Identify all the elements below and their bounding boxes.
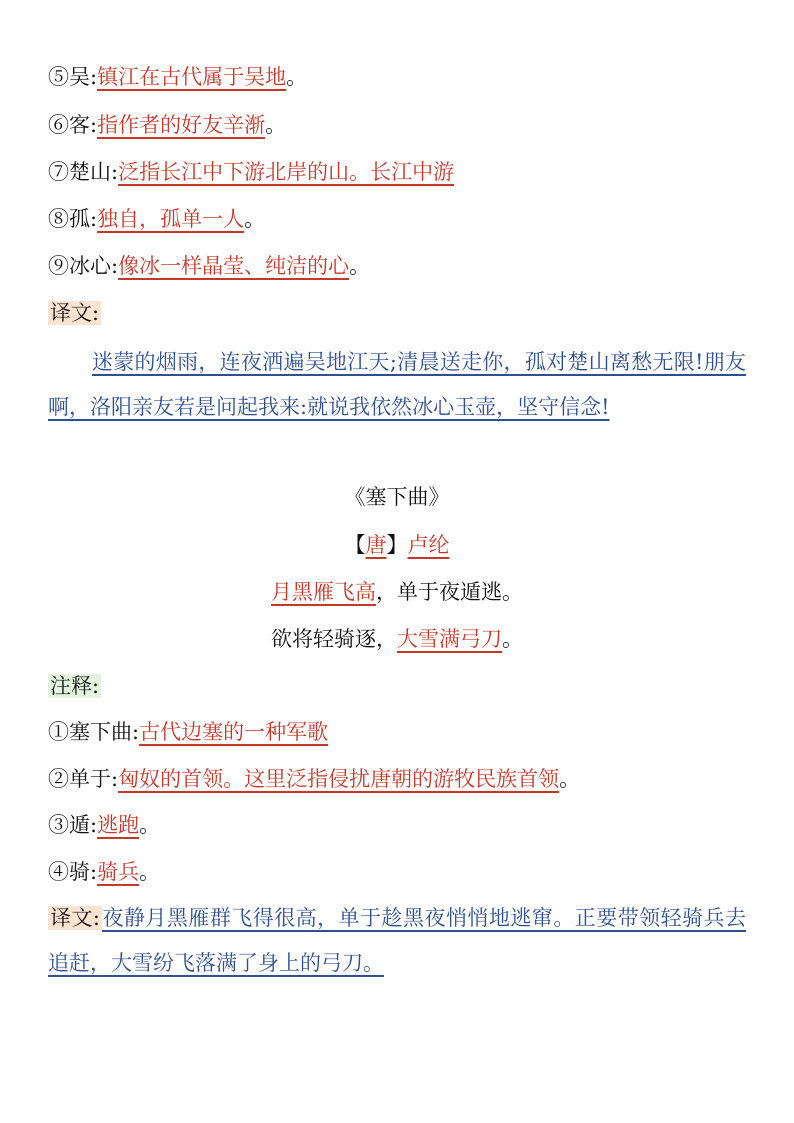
- poem-highlight: 大雪满弓刀: [397, 627, 502, 651]
- note-definition: 逃跑: [97, 813, 140, 837]
- poem-highlight: 月黑雁飞高: [271, 580, 376, 604]
- notes-label-text: 注释:: [50, 674, 100, 698]
- note-wu: ⑤吴:镇江在古代属于吴地。: [48, 65, 308, 89]
- note-term: ⑦楚山:: [48, 160, 119, 184]
- poem-author-line: 【唐】卢纶: [344, 533, 450, 557]
- translation-2-label: 译文:: [50, 906, 101, 930]
- translation-text: 迷蒙的烟雨，连夜洒遍吴地江天;清晨送走你，孤对楚山离愁无限!朋友啊，洛阳亲友若是问起我来:就说我依然冰心玉壶，坚守信念!: [48, 350, 746, 419]
- translation-2-text: 夜静月黑雁群飞得很高，单于趁黑夜悄悄地逃窜。正要带领轻骑兵去追赶，大雪纷飞落满了身上的弓刀。: [48, 906, 747, 975]
- note-definition: 像冰一样晶莹、纯洁的心: [118, 254, 350, 278]
- poem-author: 卢纶: [407, 533, 450, 557]
- translation-paragraph: [48, 340, 746, 430]
- note-bingxin: ⑨冰心:像冰一样晶莹、纯洁的心。: [48, 254, 371, 278]
- note-definition: 骑兵: [97, 860, 140, 884]
- note-definition: 独自，孤单一人: [97, 207, 245, 231]
- note-gu: ⑧孤:独自，孤单一人。: [48, 207, 266, 231]
- translation-label: [48, 298, 746, 328]
- translation-2-paragraph: [48, 896, 746, 986]
- notes-label: [48, 671, 746, 701]
- note-term: ①塞下曲:: [48, 720, 140, 744]
- note-definition: 镇江在古代属于吴地: [97, 65, 287, 89]
- note-definition: 古代边塞的一种军歌: [139, 720, 329, 744]
- note-term: ⑤吴:: [48, 65, 98, 89]
- note-saixiaqu: [48, 717, 746, 747]
- poem-line-2: 欲将轻骑逐，大雪满弓刀。: [271, 627, 523, 651]
- note-term: ⑥客:: [48, 113, 98, 137]
- note-dun: ③遁:逃跑。: [48, 813, 161, 837]
- note-term: ②单于:: [48, 767, 119, 791]
- note-definition: 指作者的好友辛渐: [97, 113, 266, 137]
- note-definition: 泛指长江中下游北岸的山。长江中游: [118, 160, 455, 184]
- note-term: ③遁:: [48, 813, 98, 837]
- note-term: ⑨冰心:: [48, 254, 119, 278]
- note-qi: ④骑:骑兵。: [48, 860, 161, 884]
- poem-dynasty: 唐: [365, 533, 387, 557]
- note-definition: 匈奴的首领。这里泛指侵扰唐朝的游牧民族首领: [118, 767, 560, 791]
- poem-title: 《塞下曲》: [344, 485, 450, 509]
- note-chanyu: ②单于:匈奴的首领。这里泛指侵扰唐朝的游牧民族首领。: [48, 767, 581, 791]
- note-chushan: [48, 157, 746, 187]
- note-ke: ⑥客:指作者的好友辛渐。: [48, 113, 287, 137]
- poem-line-1: 月黑雁飞高，单于夜遁逃。: [271, 580, 523, 604]
- note-term: ⑧孤:: [48, 207, 98, 231]
- note-term: ④骑:: [48, 860, 98, 884]
- translation-label-text: 译文:: [50, 301, 100, 325]
